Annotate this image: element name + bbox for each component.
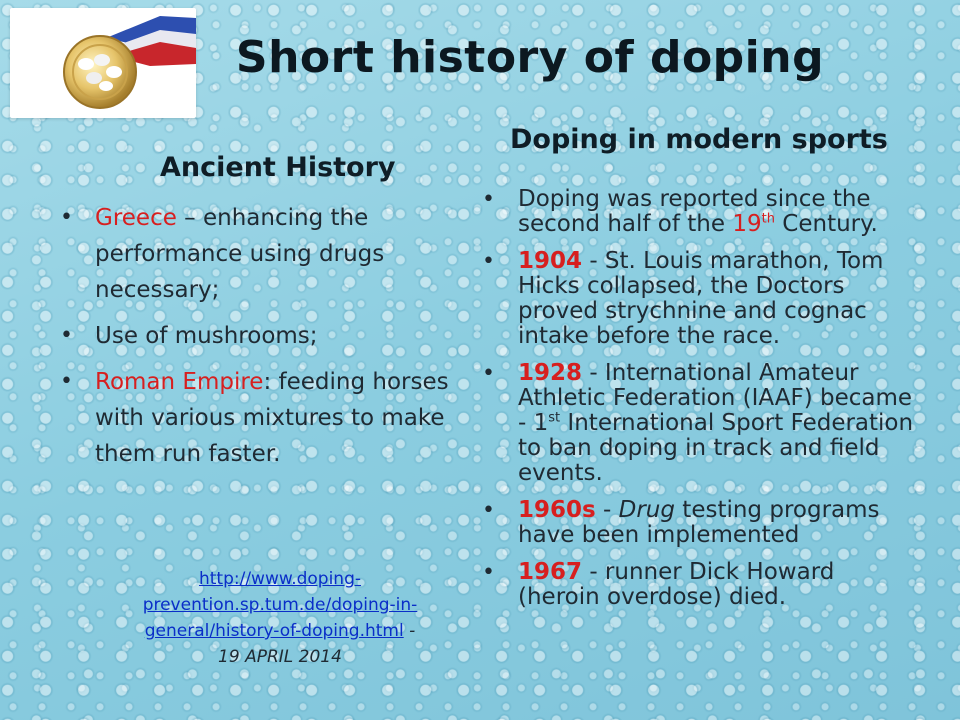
ancient-history-list bbox=[72, 200, 452, 482]
list-item: • 1967 - runner Dick Howard (heroin overdose) died. bbox=[482, 560, 922, 610]
list-item: • 1928 - International Amateur Athletic Federation (IAAF) became - 1st International Sport Federation to ban doping in track and field events. bbox=[482, 361, 922, 486]
source-date: 19 APRIL 2014 bbox=[218, 647, 342, 667]
list-item: • 1960s - Drug testing programs have been implemented bbox=[482, 498, 922, 548]
list-item: • Greece – enhancing the performance using drugs necessary; bbox=[72, 200, 452, 308]
modern-sports-list bbox=[482, 187, 922, 622]
list-item: • 1904 - St. Louis marathon, Tom Hicks collapsed, the Doctors proved strychnine and cognac intake before the race. bbox=[482, 249, 922, 349]
source-citation: http://www.doping-prevention.sp.tum.de/doping-in-general/history-of-doping.html - 19 APRIL 2014 bbox=[142, 569, 418, 667]
list-item: • Doping was reported since the second half of the 19th Century. bbox=[482, 187, 922, 237]
list-item: • Use of mushrooms; bbox=[72, 318, 452, 354]
source-link[interactable]: http://www.doping-prevention.sp.tum.de/doping-in-general/history-of-doping.html bbox=[142, 569, 418, 641]
modern-sports-heading: Doping in modern sports bbox=[510, 124, 888, 155]
list-item: • Roman Empire: feeding horses with various mixtures to make them run faster. bbox=[72, 364, 452, 472]
page-title: Short history of doping bbox=[235, 32, 825, 83]
ancient-history-heading: Ancient History bbox=[160, 152, 396, 183]
